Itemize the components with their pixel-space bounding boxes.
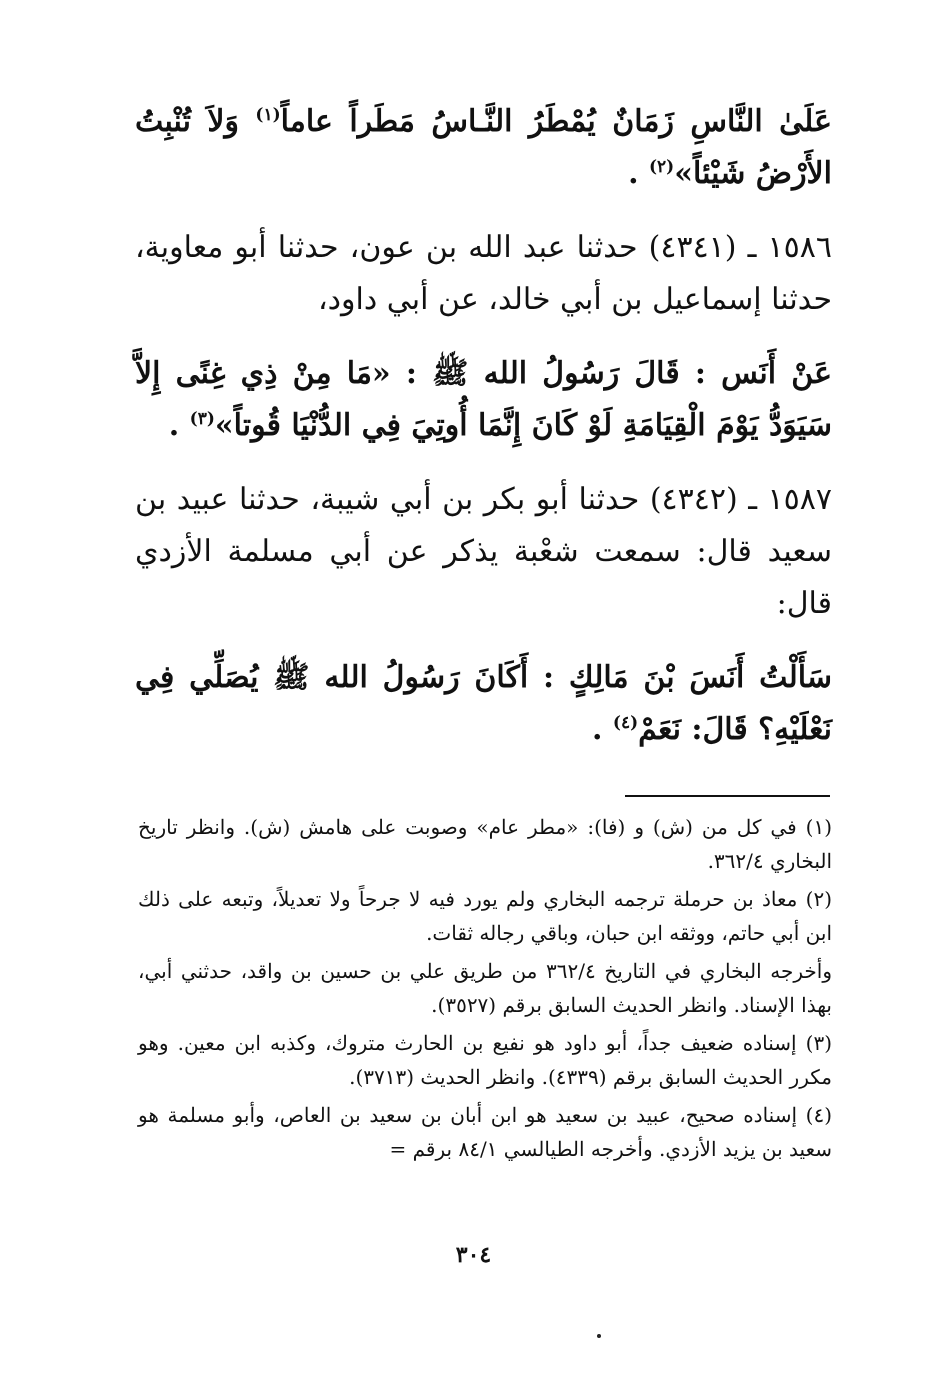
isnad-1587: ١٥٨٧ ـ (٤٣٤٢) حدثنا أبو بكر بن أبي شيبة، حدثنا عبيد بن سعيد قال: سمعت شعْبة يذكر عن أبي مسلمة الأزدي قال: [135,482,832,621]
text-segment: عَنْ أَنَس : قَالَ رَسُولُ الله ﷺ : «مَا مِنْ ذِي غِنًى إِلاَّ سَيَوَدُّ يَوْمَ الْقِيَامَةِ لَوْ كَانَ إِنَّمَا أُوتِيَ فِي الدُّنْيَا قُوتاً» [135,356,832,443]
footnote-ref: (٣) [189,409,215,429]
footnote-2: (٢) معاذ بن حرملة ترجمه البخاري ولم يورد فيه لا جرحاً ولا تعديلاً، وتبعه على ذلك ابن أبي حاتم، ووثقه ابن حبان، وباقي رجاله ثقات. [138,887,832,945]
hadith-text-continuation [135,96,832,200]
text-segment: سَأَلْتُ أَنَسَ بْنَ مَالِكٍ : أَكَانَ رَسُولُ الله ﷺ يُصَلِّي فِي نَعْلَيْهِ؟ قَالَ: نَعَمْ [135,660,832,747]
text-segment: . [592,712,613,747]
text-segment: . [628,156,649,191]
footnote-2-continued: وأخرجه البخاري في التاريخ ٣٦٢/٤ من طريق علي بن حسين بن واقد، حدثني أبي، بهذا الإسناد. وانظر الحديث السابق برقم (٣٥٢٧). [138,959,832,1017]
scan-speck [597,1334,601,1338]
hadith-text-1586 [135,348,832,452]
footnote-divider [625,795,830,797]
main-text [135,96,832,756]
footnote-3: (٣) إسناده ضعيف جداً، أبو داود هو نفيع بن الحارث متروك، وكذبه ابن معين. وهو مكرر الحديث السابق برقم (٤٣٣٩). وانظر الحديث (٣٧١٣). [138,1031,832,1089]
footnotes [138,810,832,1166]
footnote-4: (٤) إسناده صحيح، عبيد بن سعيد هو ابن أبان بن سعيد بن العاص، وأبو مسلمة هو سعيد بن يزيد الأزدي. وأخرجه الطيالسي ٨٤/١ برقم = [138,1103,832,1161]
text-segment: عَلَىٰ النَّاسِ زَمَانٌ يُمْطَرُ النَّـاسُ مَطَراً عاماً [280,104,832,139]
text-segment: . [168,408,190,443]
footnote-ref: (٤) [612,713,639,733]
text-segment: وَلاَ تُنْبِتُ الأَرْضُ شَيْئاً» [135,104,832,191]
page-number: ٣٠٤ [455,1242,492,1268]
footnote-ref: (٢) [648,157,675,177]
footnote-ref: (١) [255,105,281,125]
hadith-text-1587 [135,652,832,756]
footnote-1: (١) في كل من (ش) و (فا): «مطر عام» وصوبت على هامش (ش). وانظر تاريخ البخاري ٣٦٢/٤. [138,815,832,873]
isnad-1586: ١٥٨٦ ـ (٤٣٤١) حدثنا عبد الله بن عون، حدثنا أبو معاوية، حدثنا إسماعيل بن أبي خالد، عن أبي داود، [135,230,832,317]
